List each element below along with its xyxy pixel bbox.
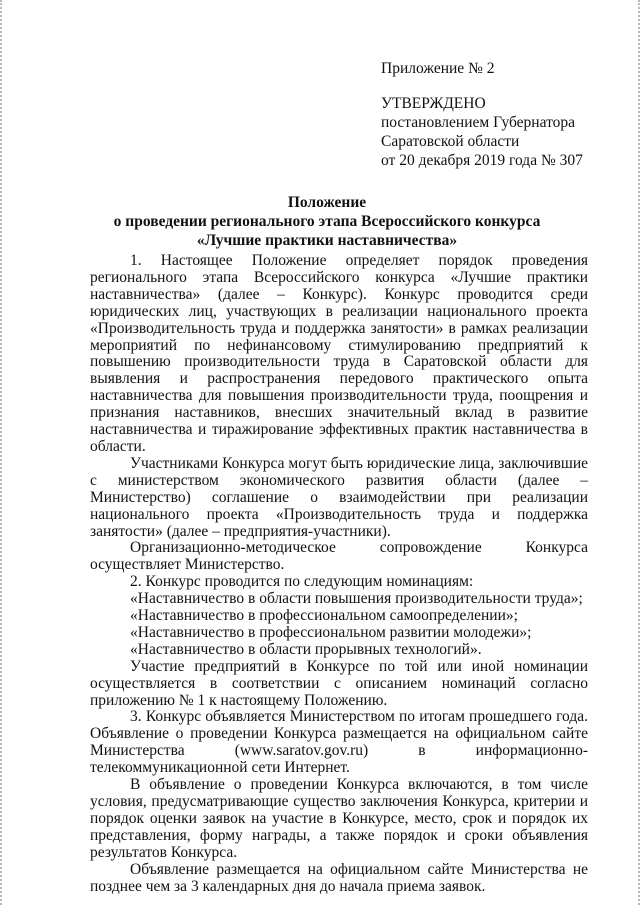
title-line-3: «Лучшие практики наставничества» — [196, 232, 458, 249]
approved-label: УТВЕРЖДЕНО — [381, 95, 486, 112]
approval-stamp — [381, 59, 583, 170]
approval-line-2: Саратовской области — [381, 133, 520, 150]
approval-line-3: от 20 декабря 2019 года № 307 — [381, 152, 583, 169]
paragraph-1: 1. Настоящее Положение определяет порядок проведения регионального этапа Всероссийского конкурса «Лучшие практики наставничества» (далее – Конкурс). Конкурс проводится среди юридических лиц, участвующих в реализации национального проекта «Производительность труда и поддержка занятости» в рамках реализации мероприятий по нефинансовому стимулированию предприятий к повышению производительности труда в Саратовской области для выявления и распространения передового практического опыта наставничества для повышения производительности труда, поощрения и признания наставников, внесших значительный вклад в развитие наставничества и тиражирование эффективных практик наставничества в области. — [90, 252, 588, 455]
title-line-2: о проведении регионального этапа Всероссийского конкурса — [113, 213, 541, 230]
document-title — [2, 193, 638, 250]
paragraph-7: В объявление о проведении Конкурса включаются, в том числе условия, предусматривающие существо заключения Конкурса, критерии и порядок оценки заявок на участие в Конкурсе, место, срок и порядок их представления, форму награды, а также порядок и сроки объявления результатов Конкурса. — [90, 776, 588, 861]
nomination-4: «Наставничество в области прорывных технологий». — [130, 640, 482, 658]
document-body — [90, 253, 588, 895]
nomination-3: «Наставничество в профессиональном развитии молодежи»; — [130, 623, 532, 641]
paragraph-3: Организационно-методическое сопровождение Конкурса осуществляет Министерство. — [90, 539, 588, 574]
title-line-1: Положение — [287, 194, 367, 211]
paragraph-6: 3. Конкурс объявляется Министерством по итогам прошедшего года. Объявление о проведении Конкурса размещается на официальном сайте Министерства (www.saratov.gov.ru) в информационно-телекоммуникационной сети Интернет. — [90, 708, 588, 777]
paragraph-4: 2. Конкурс проводится по следующим номинациям: — [130, 573, 474, 591]
appendix-label: Приложение № 2 — [381, 60, 495, 77]
spacer — [381, 78, 583, 94]
nomination-2: «Наставничество в профессиональном самоопределении»; — [130, 607, 518, 625]
nomination-1: «Наставничество в области повышения производительности труда»; — [130, 590, 583, 608]
approval-line-1: постановлением Губернатора — [381, 114, 576, 131]
paragraph-2: Участниками Конкурса могут быть юридические лица, заключившие с министерством экономического развития области (далее – Министерство) соглашение о взаимодействии при реализации национального проекта «Производительность труда и поддержка занятости» (далее – предприятия-участники). — [90, 454, 588, 540]
paragraph-8: Объявление размещается на официальном сайте Министерства не позднее чем за 3 календарных дня до начала приема заявок. — [90, 860, 588, 895]
paragraph-5: Участие предприятий в Конкурсе по той или иной номинации осуществляется в соответствии с описанием номинаций согласно приложению № 1 к настоящему Положению. — [90, 657, 588, 709]
